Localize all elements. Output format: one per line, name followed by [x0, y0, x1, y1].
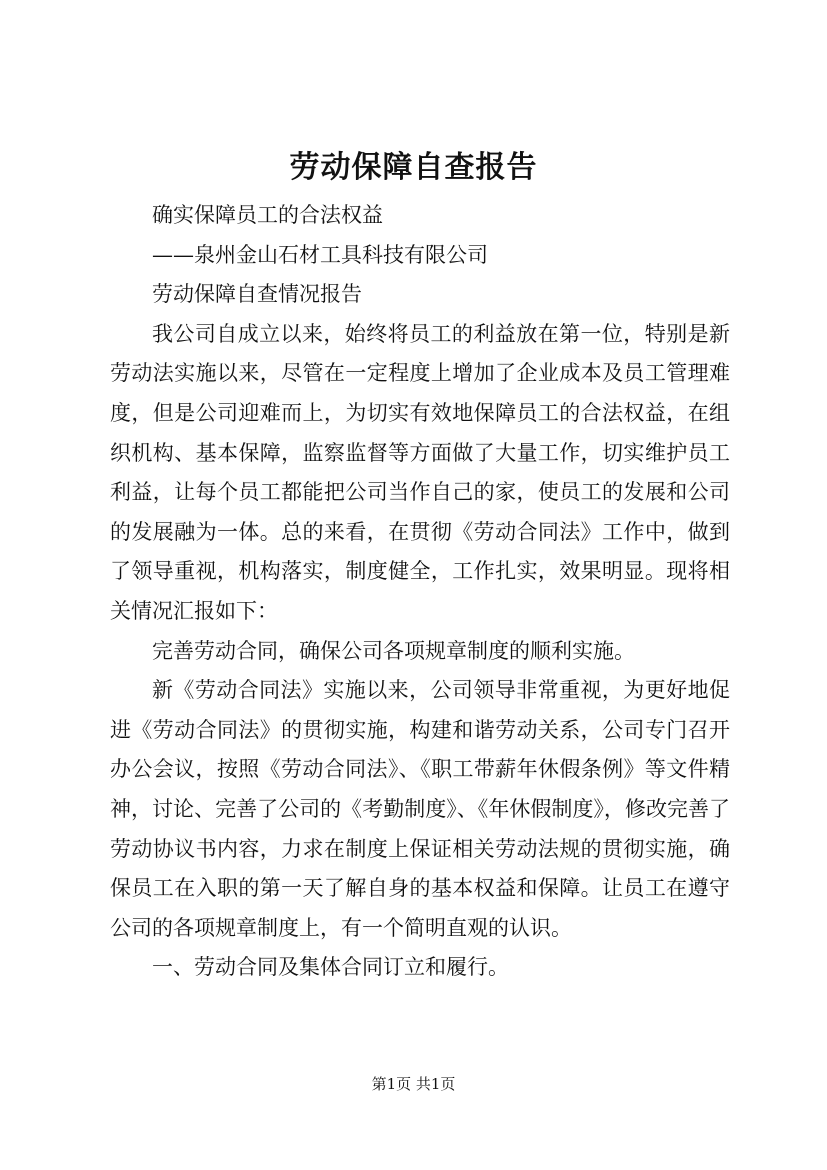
paragraph-report-heading: 劳动保障自查情况报告 [152, 282, 362, 307]
paragraph-contract-law: 新《劳动合同法》实施以来，公司领导非常重视，为更好地促进《劳动合同法》的贯彻实施，构建和谐劳动关系，公司专门召开办公会议，按照《劳动合同法》、《职工带薪年休假条例》等文件精神，讨论、完善了公司的《考勤制度》、《年休假制度》，修改完善了劳动协议书内容，力求在制度上保证相关劳动法规的贯彻实施，确保员工在入职的第一天了解自身的基本权益和保障。让员工在遵守公司的各项规章制度上，有一个简明直观的认识。 [110, 678, 730, 940]
paragraph-item-one: 一、劳动合同及集体合同订立和履行。 [152, 955, 509, 980]
paragraph-subtitle: 确实保障员工的合法权益 [152, 203, 383, 227]
document-body [110, 196, 730, 988]
document-title: 劳动保障自查报告 [289, 150, 538, 185]
paragraph-company: ——泉州金山石材工具科技有限公司 [152, 242, 488, 267]
page-footer: 第1页 共1页 [371, 1075, 456, 1093]
paragraph-section-heading: 完善劳动合同，确保公司各项规章制度的顺利实施。 [152, 638, 635, 663]
paragraph-intro: 我公司自成立以来，始终将员工的利益放在第一位，特别是新劳动法实施以来，尽管在一定程度上增加了企业成本及员工管理难度，但是公司迎难而上，为切实有效地保障员工的合法权益，在组织机构、基本保障，监察监督等方面做了大量工作，切实维护员工利益，让每个员工都能把公司当作自己的家，使员工的发展和公司的发展融为一体。总的来看，在贯彻《劳动合同法》工作中，做到了领导重视，机构落实，制度健全，工作扎实，效果明显。现将相关情况汇报如下： [110, 321, 730, 623]
